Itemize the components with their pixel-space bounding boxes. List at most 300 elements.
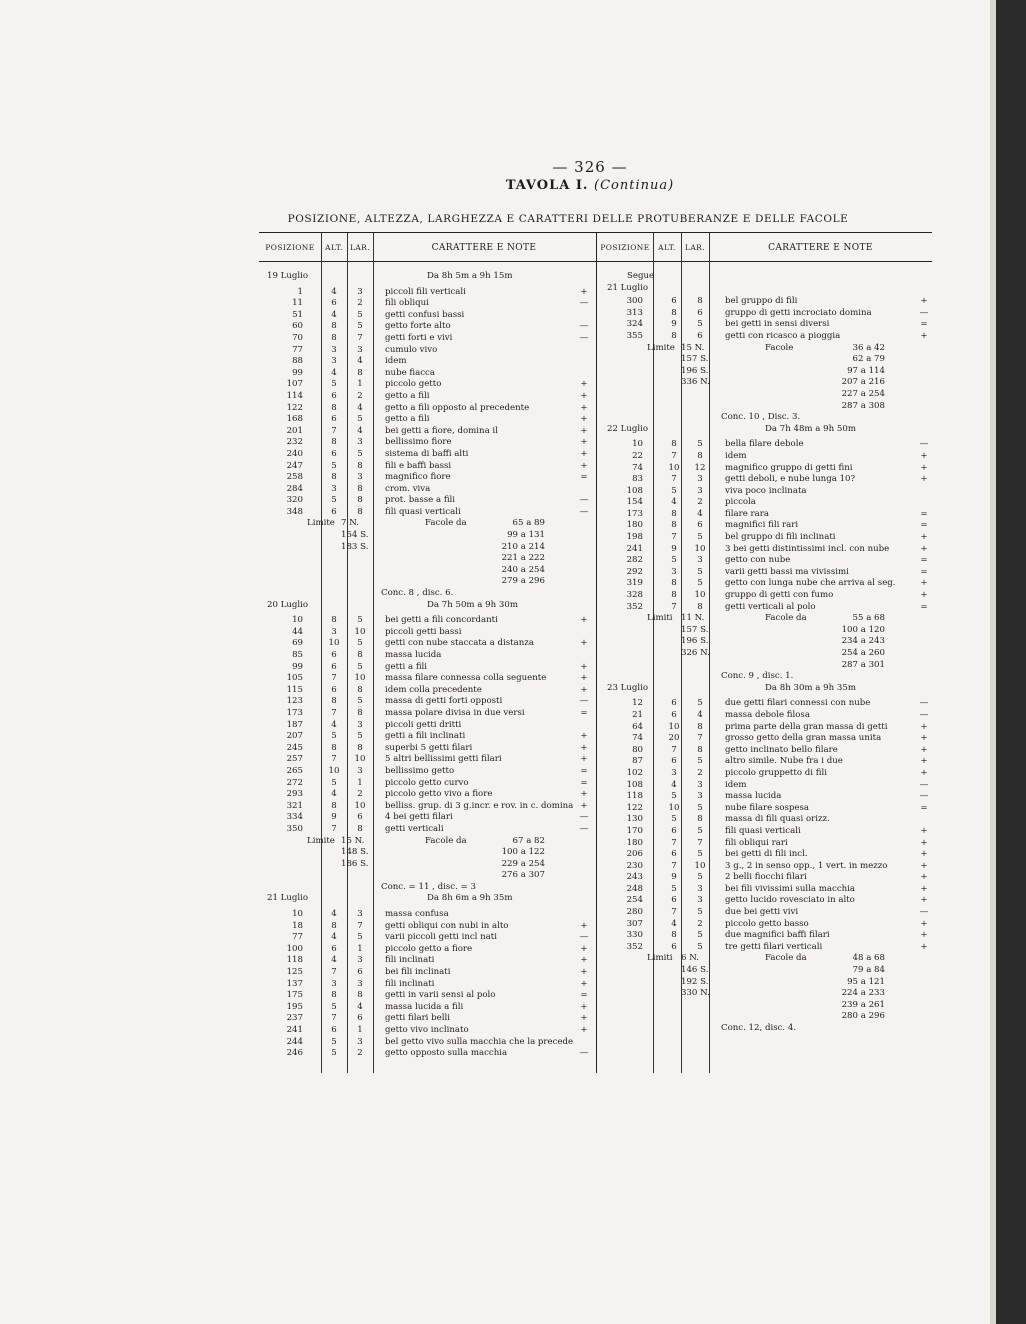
posizione-cell: 243	[626, 872, 643, 883]
posizione-cell: 137	[286, 978, 303, 989]
limit-value: 183 S.	[341, 541, 369, 552]
mark-cell: +	[920, 918, 928, 929]
note-cell: varii getti bassi ma vivissimi	[725, 566, 849, 577]
note-cell: magnifico fiore	[385, 472, 451, 483]
mark-cell: +	[580, 673, 588, 684]
facole-range: 287 a 308	[841, 400, 885, 411]
posizione-cell: 180	[626, 520, 643, 531]
alt-cell: 4	[331, 286, 337, 297]
posizione-cell: 99	[292, 367, 303, 378]
lar-cell: 3	[357, 978, 363, 989]
alt-cell: 8	[331, 800, 337, 811]
facole-range: 100 a 120	[841, 624, 885, 635]
lar-cell: 8	[357, 367, 363, 378]
alt-cell: 5	[331, 1001, 337, 1012]
mark-cell: +	[920, 930, 928, 941]
date-row	[259, 271, 597, 283]
limit-row	[599, 988, 932, 1000]
limit-label: Limite	[307, 835, 335, 846]
lar-cell: 1	[357, 943, 363, 954]
table-row	[599, 872, 932, 884]
alt-cell: 6	[331, 506, 337, 517]
note-cell: piccolo getto vivo a fiore	[385, 789, 493, 800]
mark-cell: +	[580, 379, 588, 390]
posizione-cell: 355	[626, 330, 643, 341]
posizione-cell: 123	[286, 696, 303, 707]
posizione-cell: 240	[286, 448, 303, 459]
mark-cell: +	[920, 837, 928, 848]
note-cell: magnifico gruppo di getti fini	[725, 462, 853, 473]
mark-cell: =	[920, 566, 928, 577]
mark-cell: +	[920, 744, 928, 755]
mark-cell: —	[919, 307, 929, 318]
table-row	[259, 426, 597, 438]
conc-text: Conc. 12, disc. 4.	[721, 1023, 797, 1033]
posizione-cell: 198	[626, 532, 643, 543]
alt-cell: 7	[671, 601, 677, 612]
lar-cell: 5	[357, 309, 363, 320]
lar-cell: 4	[357, 402, 363, 413]
posizione-cell: 115	[286, 684, 303, 695]
alt-cell: 8	[671, 520, 677, 531]
note-cell: getti a fili inclinati	[385, 731, 466, 742]
posizione-cell: 319	[626, 578, 643, 589]
table-row	[599, 319, 932, 331]
mark-cell: +	[580, 789, 588, 800]
lar-cell: 7	[697, 837, 703, 848]
conc-row	[599, 412, 932, 424]
lar-cell: 2	[357, 1048, 363, 1059]
mark-cell: —	[579, 332, 589, 343]
note-cell: due getti filari connessi con nube	[725, 698, 871, 709]
posizione-cell: 247	[286, 460, 303, 471]
mark-cell: +	[580, 1001, 588, 1012]
time-range: Da 7h 50m a 9h 30m	[427, 599, 518, 610]
limit-row	[259, 870, 597, 882]
posizione-cell: 154	[626, 497, 643, 508]
mark-cell: +	[920, 296, 928, 307]
table-row	[599, 733, 932, 745]
table-subtitle: POSIZIONE, ALTEZZA, LARGHEZZA E CARATTERI DELLE PROTUBERANZE E DELLE FACOLE	[287, 213, 849, 225]
mark-cell: —	[579, 298, 589, 309]
conc-text: Conc. 8 , disc. 6.	[381, 588, 454, 599]
alt-cell: 5	[671, 791, 677, 802]
mark-cell: —	[579, 823, 589, 834]
alt-cell: 4	[331, 955, 337, 966]
note-cell: getti verticali al polo	[725, 601, 816, 612]
note-cell: getti confusi bassi	[385, 309, 465, 320]
lar-cell: 2	[357, 789, 363, 800]
table-row	[259, 368, 597, 380]
lar-cell: 2	[697, 497, 703, 508]
posizione-cell: 80	[632, 744, 643, 755]
mark-cell: +	[580, 414, 588, 425]
note-cell: bei fili inclinati	[385, 967, 451, 978]
lar-cell: 5	[357, 661, 363, 672]
mark-cell: +	[580, 425, 588, 436]
limit-value: 7 N.	[341, 518, 359, 529]
lar-cell: 1	[357, 777, 363, 788]
alt-cell: 5	[331, 1036, 337, 1047]
note-cell: magnifici fili rari	[725, 520, 799, 531]
note-cell: massa di fili quasi orizz.	[725, 814, 830, 825]
alt-cell: 7	[331, 1013, 337, 1024]
alt-cell: 4	[331, 789, 337, 800]
note-cell: fili obliqui rari	[725, 837, 788, 848]
alt-cell: 8	[671, 439, 677, 450]
posizione-cell: 105	[286, 673, 303, 684]
facole-range: 279 a 296	[501, 576, 545, 587]
table-row	[259, 484, 597, 496]
alt-cell: 5	[331, 495, 337, 506]
mark-cell: —	[919, 779, 929, 790]
alt-cell: 3	[331, 626, 337, 637]
table-row	[599, 756, 932, 768]
lar-cell: 5	[697, 802, 703, 813]
mark-cell: =	[920, 555, 928, 566]
lar-cell: 3	[697, 883, 703, 894]
note-cell: bei getti a fili concordanti	[385, 615, 498, 626]
lar-cell: 3	[357, 437, 363, 448]
posizione-cell: 207	[286, 731, 303, 742]
facole-range: 210 a 214	[501, 541, 545, 552]
note-cell: nube filare sospesa	[725, 802, 810, 813]
table-row	[599, 698, 932, 710]
alt-cell: 8	[331, 696, 337, 707]
note-cell: getti con nube staccata a distanza	[385, 638, 534, 649]
table-row	[599, 451, 932, 463]
alt-cell: 7	[671, 907, 677, 918]
lar-cell: 4	[357, 1001, 363, 1012]
note-cell: getto vivo inclinato	[385, 1025, 469, 1035]
alt-cell: 8	[671, 508, 677, 519]
table-row	[259, 708, 597, 720]
lar-cell: 3	[357, 765, 363, 776]
lar-cell: 6	[697, 330, 703, 341]
posizione-cell: 170	[626, 825, 643, 836]
posizione-cell: 10	[292, 909, 303, 920]
alt-cell: 8	[331, 920, 337, 931]
table-row	[259, 1002, 597, 1014]
mark-cell: +	[580, 967, 588, 978]
table-row	[599, 520, 932, 532]
limit-label: Limite	[307, 518, 335, 529]
posizione-cell: 22	[632, 450, 643, 461]
alt-cell: 5	[331, 731, 337, 742]
lar-cell: 8	[357, 506, 363, 517]
mark-cell: =	[580, 707, 588, 718]
lar-cell: 5	[357, 615, 363, 626]
lar-cell: 7	[357, 332, 363, 343]
mark-cell: —	[579, 506, 589, 517]
posizione-cell: 99	[292, 661, 303, 672]
note-cell: bellissimo fiore	[385, 437, 452, 448]
posizione-cell: 258	[286, 472, 303, 483]
posizione-cell: 88	[292, 356, 303, 367]
lar-cell: 3	[697, 791, 703, 802]
table-row	[599, 826, 932, 838]
note-cell: piccola	[725, 497, 756, 508]
note-cell: prima parte della gran massa di getti	[725, 721, 888, 732]
mark-cell: +	[920, 767, 928, 778]
posizione-cell: 352	[626, 601, 643, 612]
note-cell: getti forti e vivi	[385, 332, 453, 343]
mark-cell: +	[580, 390, 588, 401]
table-row	[259, 379, 597, 391]
lar-cell: 7	[697, 733, 703, 744]
alt-cell: 20	[668, 733, 680, 744]
mark-cell: =	[580, 472, 588, 483]
lar-cell: 3	[697, 895, 703, 906]
note-cell: bel gruppo di fili inclinati	[725, 532, 836, 543]
note-cell: 3 g., 2 in senso opp., 1 vert. in mezzo	[725, 860, 888, 871]
alt-cell: 3	[331, 356, 337, 367]
alt-cell: 10	[668, 802, 680, 813]
posizione-cell: 125	[286, 967, 303, 978]
lar-cell: 8	[357, 990, 363, 1001]
alt-cell: 6	[331, 448, 337, 459]
facole-range: 254 a 260	[841, 648, 885, 658]
posizione-cell: 348	[286, 506, 303, 517]
facole-range: 224 a 233	[841, 988, 885, 999]
lar-cell: 3	[697, 555, 703, 566]
posizione-cell: 280	[626, 907, 643, 918]
lar-cell: 4	[697, 508, 703, 519]
facole-label: Facole da	[425, 835, 467, 846]
alt-cell: 5	[671, 814, 677, 825]
lar-cell: 5	[357, 638, 363, 649]
limit-row	[259, 576, 597, 588]
alt-cell: 7	[671, 450, 677, 461]
table-row	[599, 590, 932, 602]
alt-cell: 8	[331, 742, 337, 753]
note-cell: belliss. grup. di 3 g.incr. e rov. in c. domina	[385, 800, 574, 811]
mark-cell: +	[920, 450, 928, 461]
time-range: Da 8h 5m a 9h 15m	[427, 271, 513, 281]
limit-row	[259, 542, 597, 554]
posizione-cell: 334	[286, 812, 303, 823]
date-label: 22 Luglio	[607, 423, 649, 434]
table-row	[599, 474, 932, 486]
page-header	[0, 158, 1026, 193]
mark-cell: =	[920, 601, 928, 612]
table-row	[259, 1037, 597, 1049]
alt-cell: 5	[331, 777, 337, 788]
alt-cell: 3	[671, 566, 677, 577]
date-label: 21 Luglio	[607, 282, 649, 293]
alt-cell: 6	[671, 941, 677, 952]
posizione-cell: 284	[286, 483, 303, 494]
alt-cell: 7	[671, 532, 677, 543]
note-cell: sistema di baffi alti	[385, 448, 469, 459]
table-row	[259, 673, 597, 685]
limit-row	[599, 1000, 932, 1012]
lar-cell: 5	[697, 532, 703, 543]
note-cell: massa lucida a fili	[385, 1001, 464, 1012]
facole-range: 48 a 68	[852, 953, 885, 964]
lar-cell: 3	[357, 909, 363, 920]
mark-cell: +	[580, 437, 588, 448]
posizione-cell: 320	[286, 495, 303, 506]
limit-value: 192 S.	[681, 976, 709, 987]
alt-cell: 5	[331, 1048, 337, 1059]
note-cell: bei getti di fili incl.	[725, 849, 808, 860]
table-row	[259, 1013, 597, 1025]
limit-row	[599, 636, 932, 648]
limit-row	[259, 530, 597, 542]
note-cell: bellissimo getto	[385, 765, 455, 776]
alt-cell: 7	[331, 673, 337, 684]
limit-value: 6 N.	[681, 953, 699, 964]
left-column	[259, 271, 597, 1060]
posizione-cell: 241	[286, 1025, 303, 1035]
posizione-cell: 100	[286, 943, 303, 954]
note-cell: fili e baffi bassi	[385, 460, 452, 471]
lar-cell: 3	[357, 472, 363, 483]
lar-cell: 2	[357, 298, 363, 309]
mark-cell: +	[920, 756, 928, 767]
posizione-cell: 244	[286, 1036, 303, 1047]
conc-row	[259, 882, 597, 894]
table-row	[599, 791, 932, 803]
segue-row	[599, 271, 932, 283]
mark-cell: +	[920, 578, 928, 589]
mark-cell: +	[580, 448, 588, 459]
posizione-cell: 237	[286, 1013, 303, 1024]
lar-cell: 10	[354, 626, 366, 637]
posizione-cell: 175	[286, 990, 303, 1001]
mark-cell: =	[920, 802, 928, 813]
segue-label: Segue	[627, 271, 655, 281]
alt-cell: 4	[671, 918, 677, 929]
mark-cell: +	[580, 800, 588, 811]
alt-cell: 6	[671, 756, 677, 767]
alt-cell: 3	[671, 767, 677, 778]
posizione-cell: 44	[292, 626, 303, 637]
limit-label: Limite	[647, 342, 675, 353]
table-row	[259, 766, 597, 778]
lar-cell: 5	[697, 756, 703, 767]
facole-range: 287 a 301	[841, 659, 885, 670]
alt-cell: 5	[671, 883, 677, 894]
table-row	[259, 507, 597, 519]
limit-label: Limiti	[647, 613, 673, 624]
posizione-cell: 282	[626, 555, 643, 566]
table-row	[599, 884, 932, 896]
table-title	[0, 178, 1026, 193]
table-row	[259, 345, 597, 357]
note-cell: getto a fili	[385, 414, 430, 425]
alt-cell: 8	[331, 332, 337, 343]
lar-cell: 3	[357, 955, 363, 966]
time-range: Da 8h 6m a 9h 35m	[427, 893, 513, 904]
table-row	[599, 544, 932, 556]
limit-row	[599, 389, 932, 401]
posizione-cell: 114	[286, 390, 303, 401]
limit-value: 196 S.	[681, 365, 709, 376]
alt-cell: 6	[671, 895, 677, 906]
note-cell: bei fili vivissimi sulla macchia	[725, 883, 856, 894]
alt-cell: 6	[671, 849, 677, 860]
posizione-cell: 168	[286, 414, 303, 425]
limit-row	[599, 625, 932, 637]
lar-cell: 8	[357, 684, 363, 695]
facole-range: 280 a 296	[841, 1011, 885, 1022]
col-caratteri-left: CARATTERE E NOTE	[431, 243, 537, 253]
lar-cell: 8	[357, 460, 363, 471]
table-row	[259, 662, 597, 674]
lar-cell: 5	[697, 907, 703, 918]
alt-cell: 7	[331, 754, 337, 765]
lar-cell: 3	[697, 779, 703, 790]
mark-cell: +	[920, 895, 928, 906]
table-title-italic: (Continua)	[594, 178, 675, 193]
posizione-cell: 201	[286, 425, 303, 436]
mark-cell: =	[920, 508, 928, 519]
alt-cell: 5	[331, 460, 337, 471]
facole-range: 100 a 122	[501, 847, 545, 858]
table-row	[259, 932, 597, 944]
mark-cell: —	[919, 439, 929, 450]
lar-cell: 6	[357, 1013, 363, 1024]
col-posizione-left: POSIZIONE	[265, 243, 315, 252]
lar-cell: 5	[697, 872, 703, 883]
lar-cell: 4	[357, 356, 363, 367]
table-row	[599, 919, 932, 931]
limit-row	[599, 660, 932, 672]
table-row	[259, 955, 597, 967]
lar-cell: 8	[697, 296, 703, 307]
lar-cell: 5	[697, 825, 703, 836]
note-cell: getto a fili	[385, 390, 430, 401]
note-cell: getto con lunga nube che arriva al seg.	[725, 578, 896, 589]
table-row	[259, 990, 597, 1002]
mark-cell: —	[579, 495, 589, 506]
lar-cell: 5	[697, 698, 703, 709]
table-row	[599, 722, 932, 734]
limit-value: 148 S.	[341, 847, 369, 858]
lar-cell: 5	[357, 932, 363, 943]
limit-row	[259, 847, 597, 859]
lar-cell: 5	[357, 414, 363, 425]
note-cell: getti a fili	[385, 661, 428, 672]
right-column	[599, 271, 932, 1035]
note-cell: idem	[725, 779, 747, 790]
alt-cell: 7	[331, 967, 337, 978]
lar-cell: 10	[694, 860, 706, 871]
table-subtitle-wrap	[260, 208, 876, 225]
lar-cell: 8	[697, 601, 703, 612]
limit-value: 11 N.	[681, 613, 705, 624]
col-lar-right: LAR.	[684, 243, 706, 252]
table-row	[599, 861, 932, 873]
table-row	[259, 801, 597, 813]
lar-cell: 8	[357, 483, 363, 494]
limit-value: 146 S.	[681, 965, 709, 976]
facole-range: 67 a 82	[512, 835, 545, 846]
note-cell: piccolo getto a fiore	[385, 943, 473, 954]
note-cell: fili quasi verticali	[385, 506, 461, 517]
lar-cell: 5	[357, 731, 363, 742]
posizione-cell: 254	[626, 895, 643, 906]
table-row	[599, 895, 932, 907]
mark-cell: +	[920, 543, 928, 554]
lar-cell: 8	[697, 744, 703, 755]
table-row	[259, 437, 597, 449]
note-cell: piccolo gruppetto di fili	[725, 767, 827, 778]
lar-cell: 3	[357, 1036, 363, 1047]
limit-value: 15 N.	[681, 342, 705, 353]
